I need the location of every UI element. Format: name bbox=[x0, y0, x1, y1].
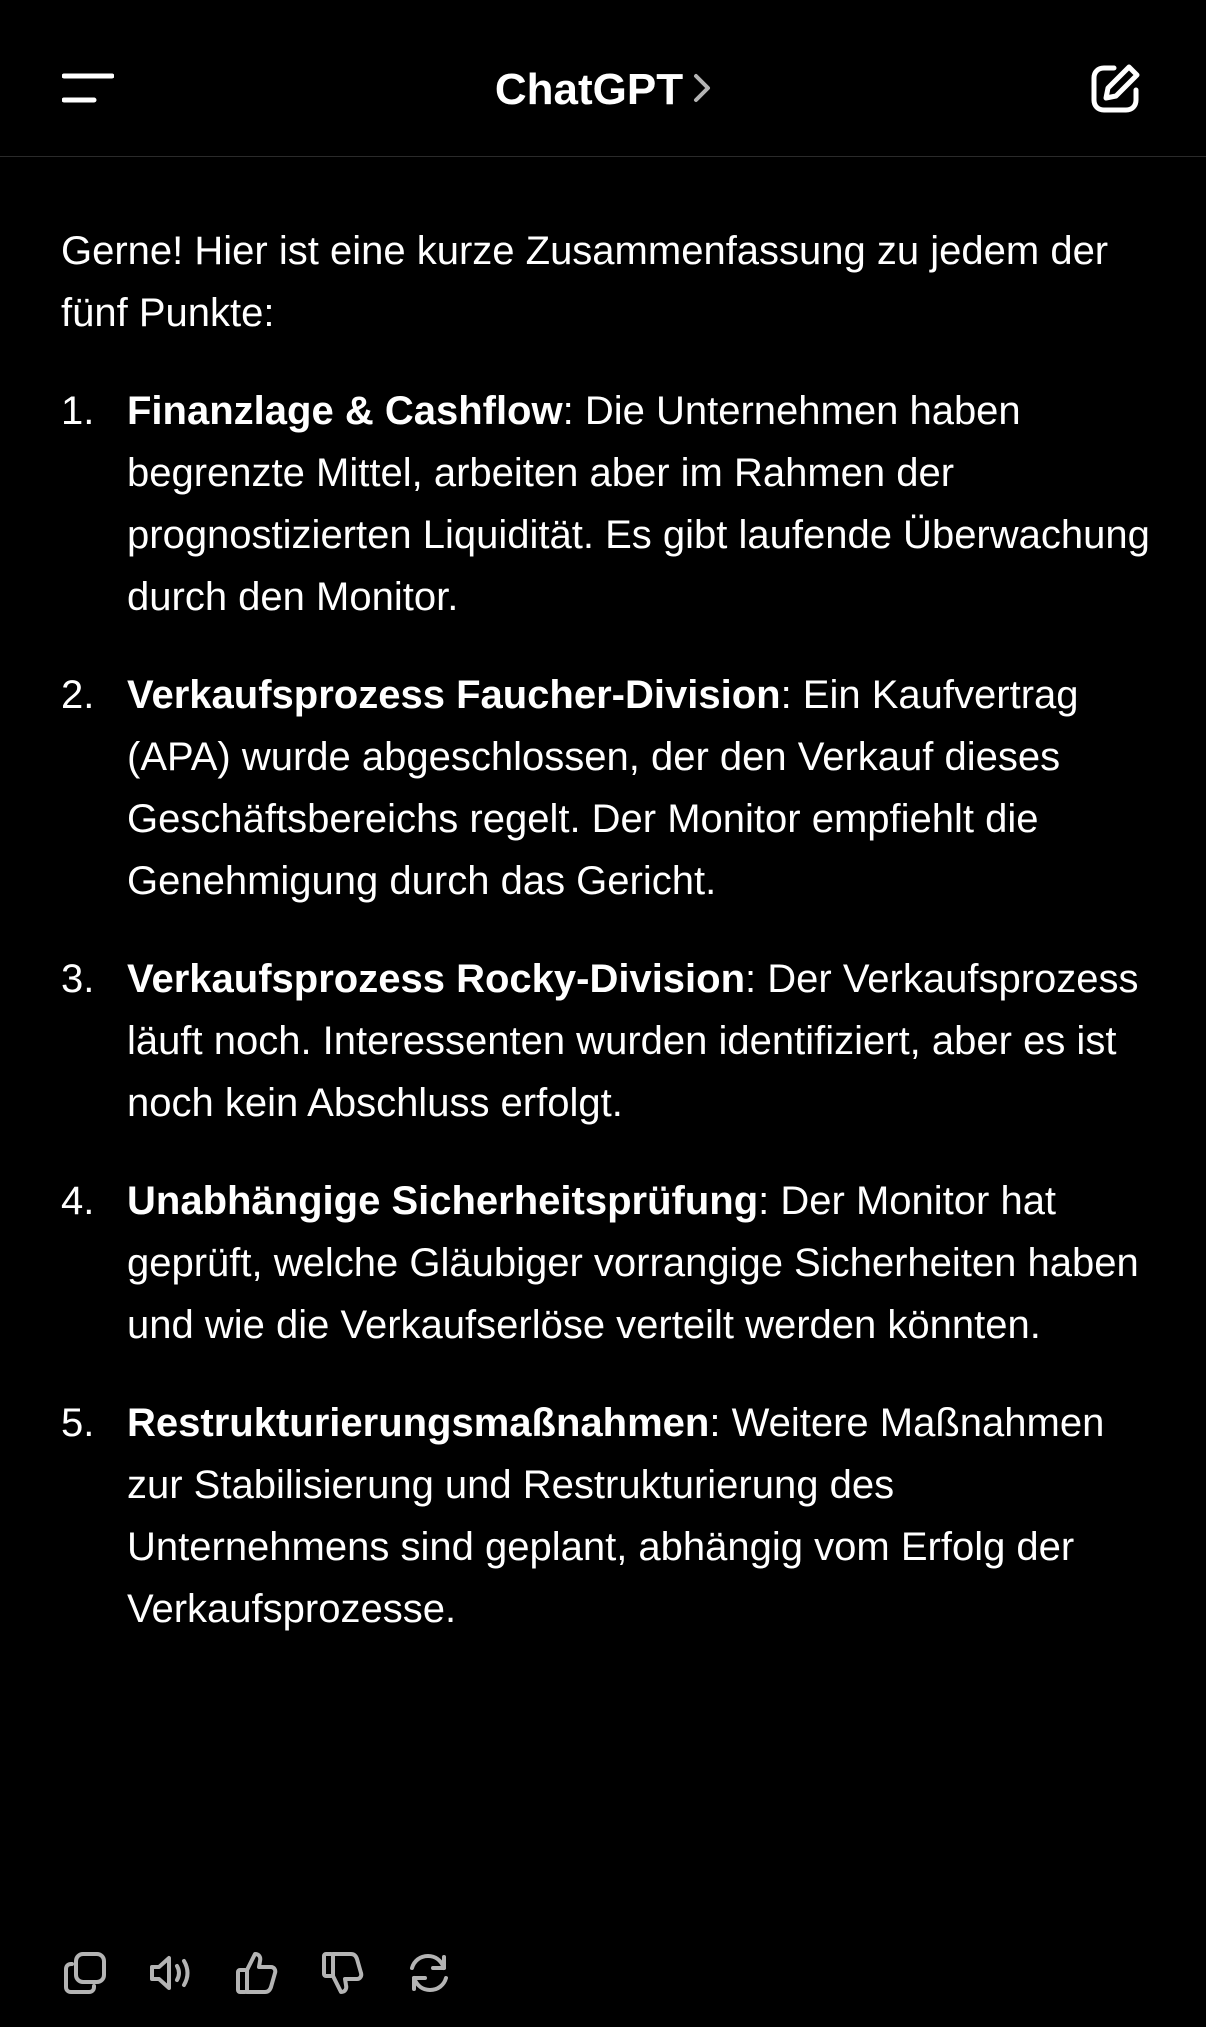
new-chat-icon[interactable] bbox=[1088, 62, 1142, 116]
point-title: Unabhängige Sicherheitsprüfung bbox=[127, 1179, 759, 1223]
list-number: 5. bbox=[61, 1401, 95, 1445]
model-selector[interactable] bbox=[0, 62, 1206, 118]
list-item bbox=[61, 380, 1151, 628]
top-bar bbox=[0, 0, 1206, 157]
list-item bbox=[61, 664, 1151, 912]
list-item bbox=[61, 1392, 1151, 1640]
regenerate-icon[interactable] bbox=[406, 1950, 452, 1996]
thumbs-up-icon[interactable] bbox=[234, 1950, 280, 1996]
page-title: ChatGPT bbox=[494, 65, 684, 114]
list-number: 1. bbox=[61, 389, 95, 433]
point-title: Finanzlage & Cashflow bbox=[127, 389, 563, 433]
message-intro: Gerne! Hier ist eine kurze Zusammenfassung zu jedem der fünf Punkte: bbox=[61, 229, 1109, 335]
list-number: 4. bbox=[61, 1179, 95, 1223]
assistant-message bbox=[61, 220, 1151, 1676]
thumbs-down-icon[interactable] bbox=[320, 1950, 366, 1996]
list-item bbox=[61, 1170, 1151, 1356]
chevron-right-icon bbox=[693, 61, 711, 117]
point-text: : Die Unternehmen haben begrenzte Mittel, arbeiten aber im Rahmen der prognostizierten Liquidität. Es gibt laufende Überwachung durch den Monitor. bbox=[127, 389, 1150, 619]
list-item bbox=[61, 948, 1151, 1134]
copy-icon[interactable] bbox=[62, 1950, 108, 1996]
summary-list bbox=[61, 380, 1151, 1640]
point-title: Restrukturierungsmaßnahmen bbox=[127, 1401, 710, 1445]
list-number: 2. bbox=[61, 673, 95, 717]
read-aloud-icon[interactable] bbox=[148, 1950, 194, 1996]
point-text: : Weitere Maßnahmen zur Stabilisierung und Restrukturierung des Unternehmens sind geplant, abhängig vom Erfolg der Verkaufsprozesse. bbox=[127, 1401, 1105, 1631]
point-title: Verkaufsprozess Rocky-Division bbox=[127, 957, 746, 1001]
point-text: : Der Monitor hat geprüft, welche Gläubiger vorrangige Sicherheiten haben und wie die Verkaufserlöse verteilt werden könnten. bbox=[127, 1179, 1139, 1347]
point-text: : Der Verkaufsprozess läuft noch. Interessenten wurden identifiziert, aber es ist noch kein Abschluss erfolgt. bbox=[127, 957, 1139, 1125]
point-text: : Ein Kaufvertrag (APA) wurde abgeschlossen, der den Verkauf dieses Geschäftsbereichs regelt. Der Monitor empfiehlt die Genehmigung durch das Gericht. bbox=[127, 673, 1079, 903]
list-number: 3. bbox=[61, 957, 95, 1001]
point-title: Verkaufsprozess Faucher-Division bbox=[127, 673, 781, 717]
